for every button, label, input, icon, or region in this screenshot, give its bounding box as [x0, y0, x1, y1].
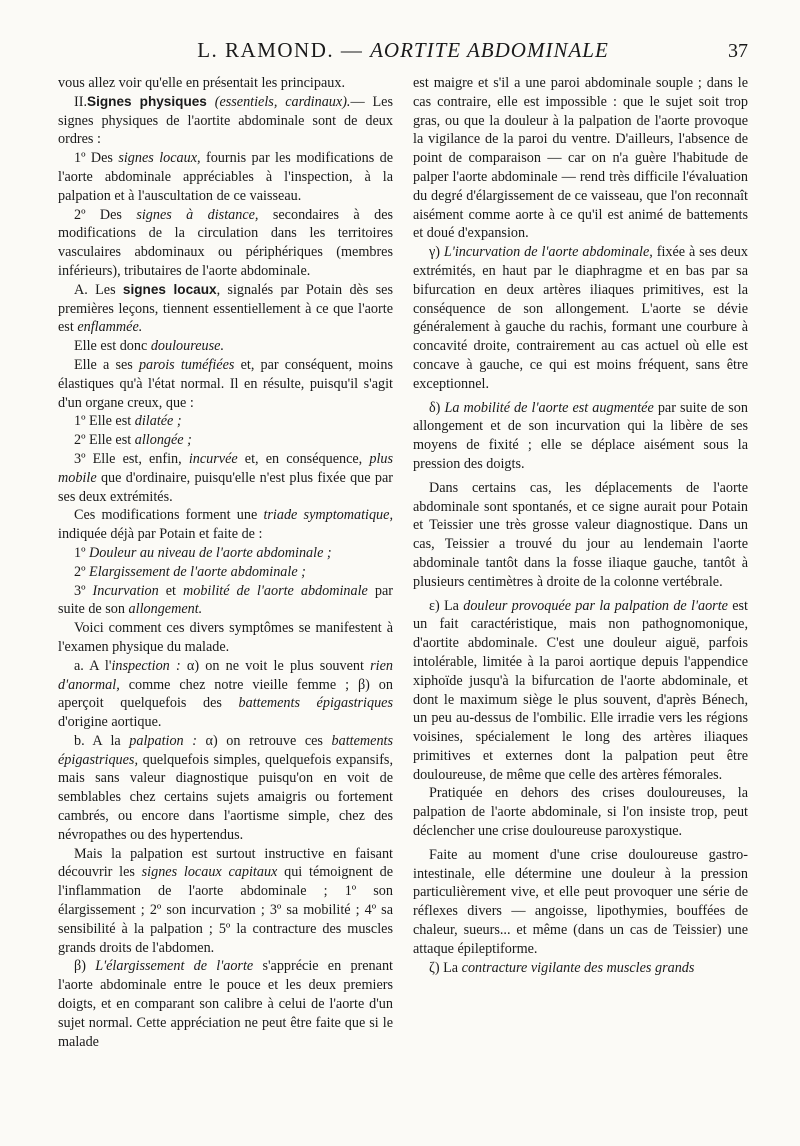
paragraph: ε) La douleur provoquée par la palpation de l'aorte est un fait caractéristique, mais non pathognomonique, d'aortite abdominale. C'est une douleur aiguë, parfois intolérable, limitée à la paroi aortique depuis l'appendice xiphoïde jusqu'à la bifurcation de l'aorte abdominale, et dont le maximum siège le plus souvent, d'après Bénech, un peu au-dessus de l'ombilic. Elle irradie vers les régions voisines, spécialement le long des artères iliaques primitives et externes dont la palpation peut être douloureuse, de même que celle des artères fémorales.: [413, 597, 748, 783]
paragraph: a. A l'inspection : α) on ne voit le plus souvent rien d'anormal, comme chez notre vieille femme ; β) on aperçoit quelquefois des battements épigastriques d'origine aortique.: [58, 657, 394, 731]
paragraph: Dans certains cas, les déplacements de l'aorte abdominale sont spontanés, et ce signe aurait pour Potain et Teissier une très grosse valeur diagnostique. Dans un cas, Teissier a trouvé du jour au lendemain l'aorte abdominale tantôt dans la fosse iliaque gauche, tantôt à plusieurs centimètres à droite de la colonne vertébrale.: [413, 479, 748, 590]
paragraph: 2º Des signes à distance, secondaires à des modifications de la circulation dans les territoires vasculaires abdominaux ou périphériques (membres inférieurs), tributaires de l'aorte abdominale.: [58, 206, 394, 279]
page-number: 37: [728, 40, 748, 62]
paragraph: Mais la palpation est surtout instructive en faisant découvrir les signes locaux capitaux qui témoignent de l'inflammation de l'aorte abdominale ; 1º son élargissement ; 2º son incurvation ; 3º sa mobilité ; 4º sa sensibilité à la palpation ; 5º la contracture des muscles grands droits de l'abdomen.: [58, 845, 393, 956]
paragraph: II.Signes physiques (essentiels, cardinaux).— Les signes physiques de l'aortite abdominale sont de deux ordres :: [58, 93, 393, 148]
paragraph: 2º Elargissement de l'aorte abdominale ;: [74, 563, 306, 580]
paragraph: b. A la palpation : α) on retrouve ces battements épigastriques, quelquefois simples, quelquefois expansifs, mais sans valeur diagnostique puisqu'on en voit de semblables chez certains sujets amaigris ou fortement cambrés, ou encore dans l'aortisme simple, chez des névropathes ou des hypertendus.: [58, 732, 393, 843]
header-title: AORTITE ABDOMINALE: [370, 38, 609, 62]
paragraph: vous allez voir qu'elle en présentait les principaux.: [58, 75, 345, 91]
paragraph: Voici comment ces divers symptômes se manifestent à l'examen physique du malade.: [58, 620, 393, 655]
right-column: [413, 74, 748, 1051]
header-author: L. RAMOND.: [197, 38, 335, 62]
section-heading: Signes physiques: [87, 93, 207, 109]
paragraph: est maigre et s'il a une paroi abdominale souple ; dans le cas contraire, elle est impossible : que le sujet soit trop gras, ou que la douleur à la palpation de l'aorte provoque la vigilance de la paroi du ventre. D'ailleurs, l'absence de point de comparaison — car on n'a guère l'habitude de palper l'aorte abdominale — rend très difficile l'évaluation du degré d'élargissement de ce vaisseau, que l'on reconnaît aisément comme aorte à ce qu'il est animé de battements et doué d'expansion.: [413, 75, 748, 242]
text-columns: [58, 74, 748, 1051]
header-separator: —: [334, 38, 371, 62]
paragraph: 1º Elle est dilatée ;: [74, 413, 182, 430]
paragraph: Elle est donc douloureuse.: [74, 338, 224, 355]
paragraph: 1º Des signes locaux, fournis par les modifications de l'aorte abdominale appréciables à l'inspection, à la palpation et à l'auscultation de ce vaisseau.: [58, 150, 393, 204]
paragraph: Ces modifications forment une triade symptomatique, indiquée déjà par Potain et faite de :: [58, 507, 393, 543]
paragraph: 3º Incurvation et mobilité de l'aorte abdominale par suite de son allongement.: [58, 582, 393, 618]
paragraph: Elle a ses parois tuméfiées et, par conséquent, moins élastiques qu'à l'état normal. Il en résulte, puisqu'il s'agit d'un organe creux, que :: [58, 356, 393, 411]
paragraph: 1º Douleur au niveau de l'aorte abdominale ;: [74, 544, 332, 561]
paragraph: γ) L'incurvation de l'aorte abdominale, fixée à ses deux extrémités, en haut par le diaphragme et en bas par sa bifurcation en deux artères iliaques primitives, est la conséquence de son allongement. L'aorte se dévie généralement à gauche du rachis, formant une courbure à concavité droite, contrairement au cas actuel où elle est concave à gauche, ce qui est moins fréquent, sans être exceptionnel.: [413, 244, 748, 392]
paragraph: 3º Elle est, enfin, incurvée et, en conséquence, plus mobile que d'ordinaire, puisqu'elle n'est plus fixée que par ses deux extrémités.: [58, 450, 393, 505]
paragraph: Pratiquée en dehors des crises douloureuses, la palpation de l'aorte abdominale, si l'on insiste trop, peut déclencher une crise douloureuse paroxystique.: [413, 785, 748, 840]
paragraph: 2º Elle est allongée ;: [74, 432, 192, 449]
left-column: [58, 74, 393, 1051]
running-title: [197, 38, 609, 62]
paragraph: Faite au moment d'une crise douloureuse gastro-intestinale, elle détermine une douleur à la pression particulièrement vive, et elle peut provoquer une série de réflexes divers — angoisse, lipothymies, bouffées de chaleur, sueurs... et même (dans un cas de Teissier) une attaque épileptiforme.: [413, 846, 748, 957]
running-header: [58, 38, 748, 72]
paragraph: δ) La mobilité de l'aorte est augmentée par suite de son allongement et de son incurvation qui la libère de ses moyens de fixité ; elle se déplace aisément sous la pression des doigts.: [413, 399, 748, 472]
paragraph: A. Les signes locaux, signalés par Potain dès ses premières leçons, tiennent essentiellement à ce que l'aorte est enflammée.: [58, 281, 394, 336]
paragraph: β) L'élargissement de l'aorte s'apprécie en prenant l'aorte abdominale entre le pouce et les deux premiers doigts, et en comparant son calibre à celui de l'aorte d'un sujet normal. Cette appréciation ne peut être faite que si le malade: [58, 958, 393, 1050]
paragraph: ζ) La contracture vigilante des muscles grands: [429, 959, 695, 976]
